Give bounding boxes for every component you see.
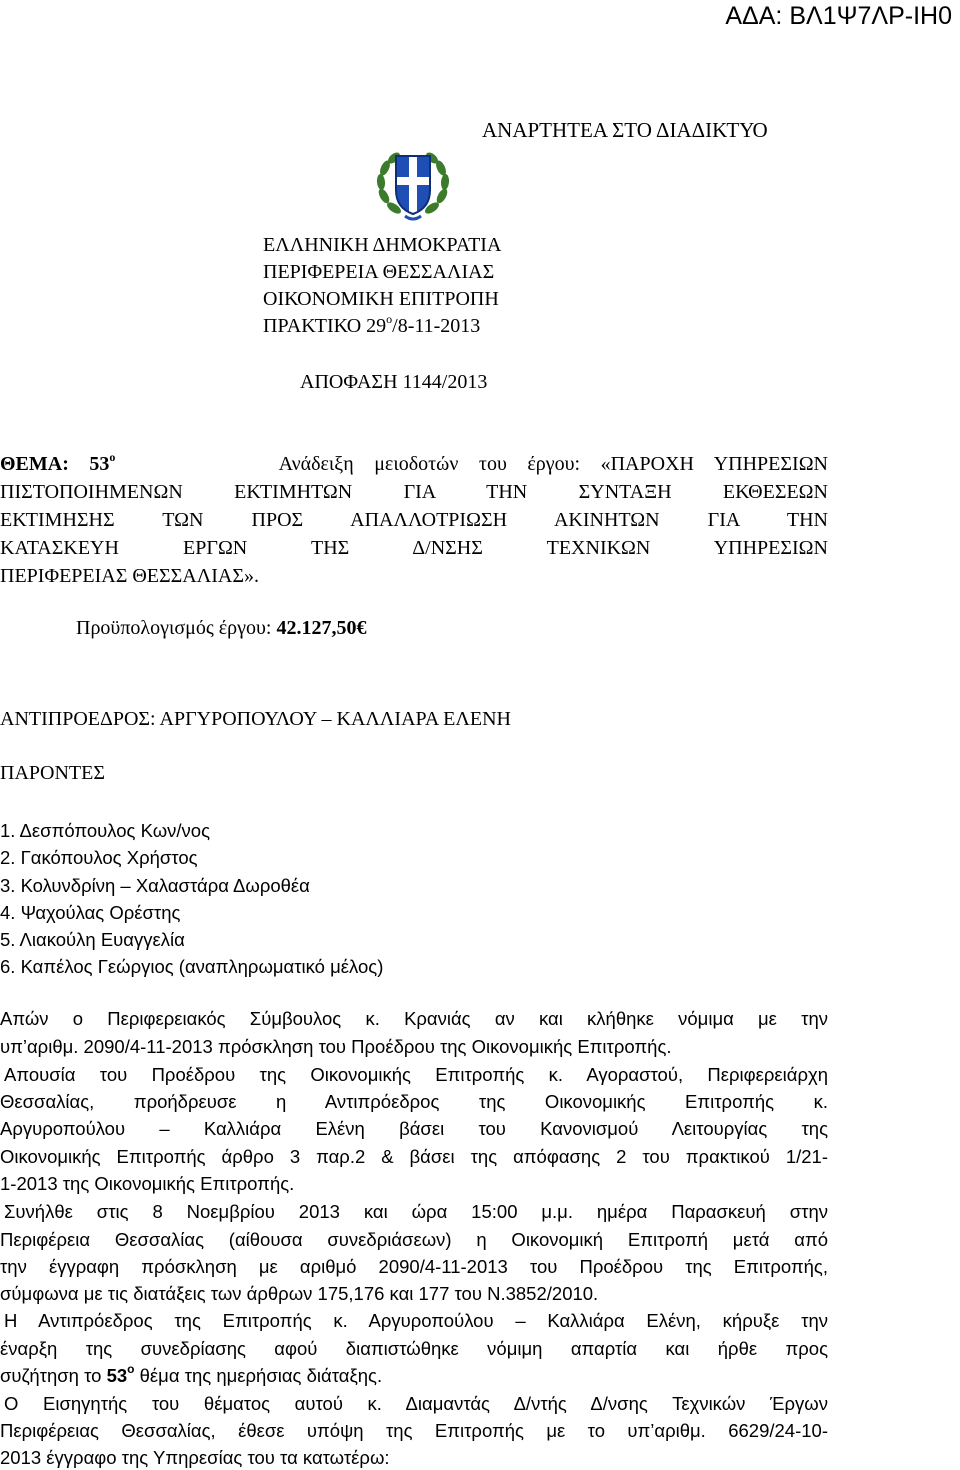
body-line: Οικονομικής Επιτροπής άρθρο 3 παρ.2 & βάσει της απόφασης 2 του πρακτικού 1/21- [0, 1146, 828, 1167]
body-line: Περιφέρεια Θεσσαλίας (αίθουσα συνεδριάσεων) η Οικονομική Επιτροπή μετά από [0, 1229, 828, 1250]
list-item: 4. Ψαχούλας Ορέστης [0, 901, 181, 923]
ada-code: ΑΔΑ: ΒΛ1Ψ7ΛΡ-ΙΗ0 [725, 2, 952, 30]
budget-line: Προϋπολογισμός έργου: 42.127,50€ [76, 617, 367, 639]
header-committee: ΟΙΚΟΝΟΜΙΚΗ ΕΠΙΤΡΟΠΗ [263, 288, 499, 310]
body-line: έναρξη της συνεδρίασης αφού διαπιστώθηκε νόμιμη απαρτία και ήρθε προς [0, 1338, 828, 1359]
list-item: 3. Κολυνδρίνη – Χαλαστάρα Δωροθέα [0, 874, 310, 896]
body-line: Απουσία του Προέδρου της Οικονομικής Επιτροπής κ. Αγοραστού, Περιφερειάρχη [4, 1064, 828, 1085]
body-line: Ο Εισηγητής του θέματος αυτού κ. Διαμαντάς Δ/ντής Δ/νσης Τεχνικών Έργων [4, 1393, 828, 1414]
greek-coat-of-arms-icon [372, 144, 454, 226]
body-line: υπ’αριθμ. 2090/4-11-2013 πρόσκληση του Προέδρου της Οικονομικής Επιτροπής. [0, 1036, 672, 1057]
subject-line-1: ΘΕΜΑ: $53^o$ Ανάδειξη μειοδοτών του έργου: «ΠΑΡΟΧΗ ΥΠΗΡΕΣΙΩΝ [0, 450, 829, 475]
subject-line-2: ΠΙΣΤΟΠΟΙΗΜΕΝΩΝ ΕΚΤΙΜΗΤΩΝ ΓΙΑ ΤΗΝ ΣΥΝΤΑΞΗ ΕΚΘΕΣΕΩΝ [0, 481, 828, 503]
header-minutes: ΠΡΑΚΤΙΚΟ $29^o/8-11-2013$ [263, 312, 481, 337]
subject-line-5: ΠΕΡΙΦΕΡΕΙΑΣ ΘΕΣΣΑΛΙΑΣ». [0, 565, 259, 587]
present-title: ΠΑΡΟΝΤΕΣ [0, 762, 105, 784]
body-line: Απών ο Περιφερειακός Σύμβουλος κ. Κρανιάς αν και κλήθηκε νόμιμα με την [0, 1008, 828, 1029]
list-item: 1. Δεσπόπουλος Κων/νος [0, 820, 210, 841]
subject-line-4: ΚΑΤΑΣΚΕΥΗ ΕΡΓΩΝ ΤΗΣ Δ/ΝΣΗΣ ΤΕΧΝΙΚΩΝ ΥΠΗΡΕΣΙΩΝ [0, 537, 828, 559]
list-item: 5. Λιακούλη Ευαγγελία [0, 929, 185, 951]
subject-line-3: ΕΚΤΙΜΗΣΗΣ ΤΩΝ ΠΡΟΣ ΑΠΑΛΛΟΤΡΙΩΣΗ ΑΚΙΝΗΤΩΝ ΓΙΑ ΤΗΝ [0, 509, 828, 531]
list-item: 6. Καπέλος Γεώργιος (αναπληρωματικό μέλος) [0, 956, 384, 978]
body-line: Θεσσαλίας, προήδρευσε η Αντιπρόεδρος της Οικονομικής Επιτροπής κ. [0, 1091, 828, 1112]
present-list [0, 817, 383, 981]
body-line: Συνήλθε στις 8 Νοεμβρίου 2013 και ώρα 15:00 μ.μ. ημέρα Παρασκευή στην [4, 1201, 828, 1222]
body-line: 1-2013 της Οικονομικής Επιτροπής. [0, 1173, 295, 1194]
list-item: 2. Γακόπουλος Χρήστος [0, 847, 198, 869]
body-line: την έγγραφη πρόσκληση με αριθμό 2090/4-11-2013 του Προέδρου της Επιτροπής, [0, 1256, 828, 1277]
body-line: Αργυροπούλου – Καλλιάρα Ελένη βάσει του Κανονισμού Λειτουργίας της [0, 1118, 828, 1139]
header-republic: ΕΛΛΗΝΙΚΗ ΔΗΜΟΚΡΑΤΙΑ [263, 234, 502, 256]
decision-number: ΑΠΟΦΑΣΗ 1144/2013 [300, 371, 488, 393]
body-line: Η Αντιπρόεδρος της Επιτροπής κ. Αργυροπούλου – Καλλιάρα Ελένη, κήρυξε την [4, 1310, 828, 1331]
body-line: σύμφωνα με τις διατάξεις των άρθρων 175,176 και 177 του Ν.3852/2010. [0, 1283, 599, 1304]
body-line: 2013 έγγραφο της Υπηρεσίας του τα κατωτέρω: [0, 1447, 390, 1468]
publication-notice: ΑΝΑΡΤΗΤΕΑ ΣΤΟ ΔΙΑΔΙΚΤΥΟ [482, 118, 768, 142]
body-line: συζήτηση το $53^o$ θέμα της ημερήσιας διάταξης. [0, 1362, 383, 1386]
body-line: Περιφέρειας Θεσσαλίας, έθεσε υπόψη της Επιτροπής με το υπ’αριθμ. 6629/24-10- [0, 1420, 828, 1441]
header-region: ΠΕΡΙΦΕΡΕΙΑ ΘΕΣΣΑΛΙΑΣ [263, 261, 495, 283]
vice-chair: ΑΝΤΙΠΡΟΕΔΡΟΣ: ΑΡΓΥΡΟΠΟΥΛΟΥ – ΚΑΛΛΙΑΡΑ ΕΛΕΝΗ [0, 708, 511, 730]
